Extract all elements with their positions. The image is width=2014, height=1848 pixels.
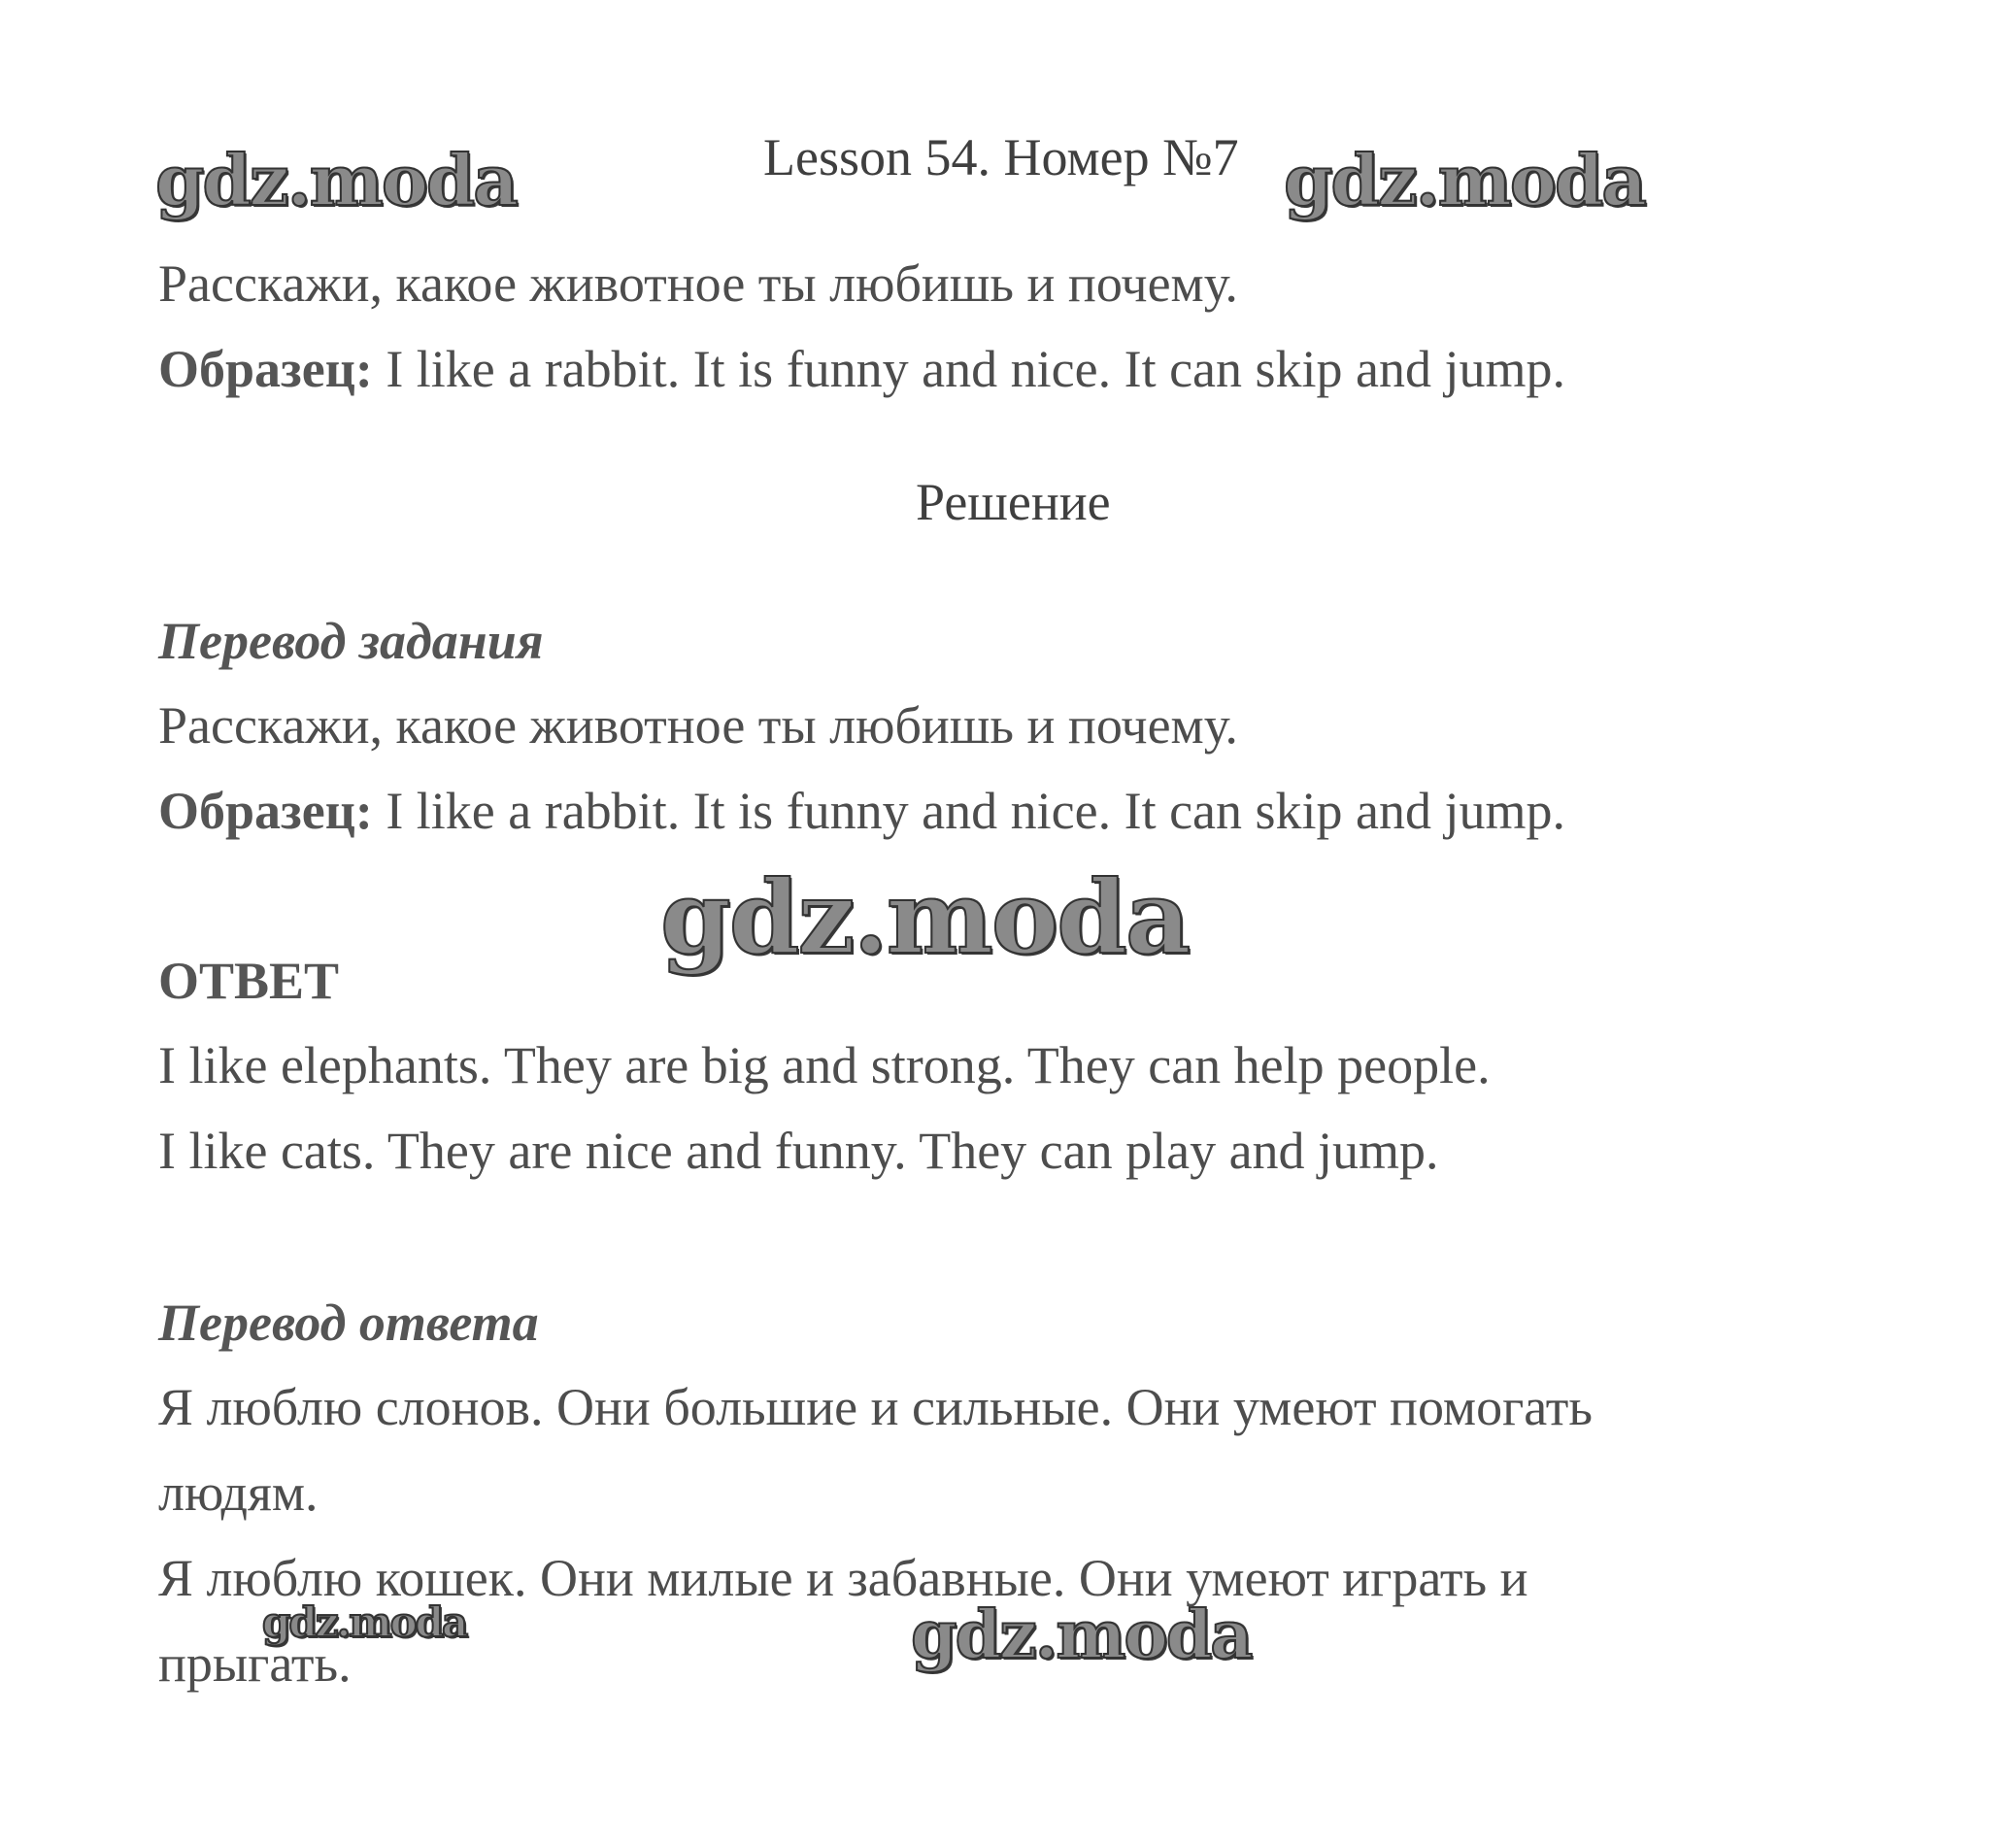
task-translation-sample xyxy=(158,782,1565,840)
watermark-logo: gdz.moda xyxy=(155,139,517,221)
sample-text: I like a rabbit. It is funny and nice. It can skip and jump. xyxy=(372,340,1565,398)
answer-translation-heading: Перевод ответа xyxy=(158,1294,539,1352)
task-translation-heading: Перевод задания xyxy=(158,612,544,670)
answer-line: I like elephants. They are big and strong. They can help people. xyxy=(158,1036,1491,1094)
answer-translation-line: людям. xyxy=(158,1463,319,1522)
watermark-logo: gdz.moda xyxy=(660,857,1190,977)
sample-label: Образец: xyxy=(158,340,373,398)
sample-label: Образец: xyxy=(158,782,373,840)
page-title: Lesson 54. Номер №7 xyxy=(763,128,1239,186)
solution-heading: Решение xyxy=(916,473,1111,531)
sample-text: I like a rabbit. It is funny and nice. It can skip and jump. xyxy=(372,782,1565,840)
watermark-logo: gdz.moda xyxy=(262,1598,467,1646)
task-translation-text: Расскажи, какое животное ты любишь и почему. xyxy=(158,696,1238,755)
answer-translation-line: Я люблю кошек. Они милые и забавные. Они умеют играть и xyxy=(158,1549,1528,1607)
watermark-logo: gdz.moda xyxy=(1284,139,1645,221)
answer-line: I like cats. They are nice and funny. They can play and jump. xyxy=(158,1122,1439,1180)
task-sample xyxy=(158,340,1565,398)
answer-translation-line: прыгать. xyxy=(158,1634,352,1693)
watermark-logo: gdz.moda xyxy=(911,1596,1252,1674)
answer-heading: ОТВЕТ xyxy=(158,952,340,1010)
answer-translation-line: Я люблю слонов. Они большие и сильные. Они умеют помогать xyxy=(158,1378,1594,1436)
task-text: Расскажи, какое животное ты любишь и почему. xyxy=(158,254,1238,313)
